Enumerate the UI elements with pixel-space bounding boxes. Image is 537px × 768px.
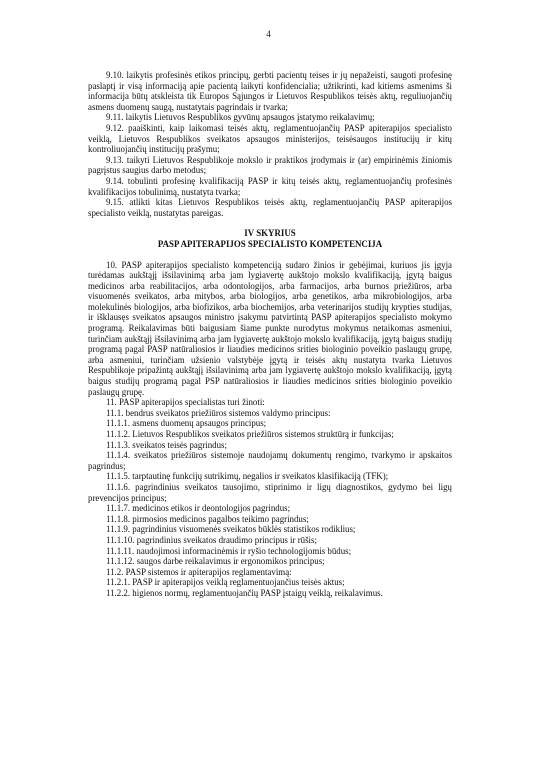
item-11-1-2: 11.1.2. Lietuvos Respublikos sveikatos priežiūros sistemos struktūrą ir funkcijas; xyxy=(106,429,394,439)
page-content xyxy=(88,70,452,599)
page-number: 4 xyxy=(266,29,271,39)
item-9-13: 9.13. taikyti Lietuvos Respublikoje mokslo ir praktikos įrodymais ir (ar) empirinėmis žiniomis pagrįstus saugius darbo metodus; xyxy=(88,154,452,176)
item-11-1-12: 11.1.12. saugos darbe reikalavimus ir ergonomikos principus; xyxy=(106,556,325,567)
item-11-2-2: 11.2.2. higienos normų, reglamentuojančių PASP įstaigų veiklą, reikalavimus. xyxy=(106,587,383,598)
item-11-1: 11.1. bendrus sveikatos priežiūros sistemos valdymo principus: xyxy=(106,407,331,418)
chapter-number: IV SKYRIUS xyxy=(244,228,296,239)
item-9-15: 9.15. atlikti kitas Lietuvos Respublikos teisės aktų, reglamentuojančių PASP apiterapijos specialisto veiklą, nustatytas pareigas. xyxy=(88,197,452,218)
item-11-1-4: 11.1.4. sveikatos priežiūros sistemoje naudojamų dokumentų rengimo, tvarkymo ir apskaitos pagrindus; xyxy=(88,450,452,471)
item-9-12: 9.12. paaiškinti, kaip laikomasi teisės aktų, reglamentuojančių PASP apiterapijos specialisto veiklą, Lietuvos Respublikos sveikatos apsaugos ministerijos, teisėsaugos institucijų ir kitų kontroliuojančių institucijų prašymu; xyxy=(88,122,452,155)
item-11-1-1: 11.1.1. asmens duomenų apsaugos principus; xyxy=(106,418,267,429)
item-11-1-10: 11.1.10. pagrindinius sveikatos draudimo principus ir rūšis; xyxy=(106,534,317,545)
item-11-1-7: 11.1.7. medicinos etikos ir deontologijos pagrindus; xyxy=(106,503,291,514)
item-11-1-9: 11.1.9. pagrindinius visuomenės sveikatos būklės statistikos rodiklius; xyxy=(106,524,356,535)
item-11-1-3: 11.1.3. sveikatos teisės pagrindus; xyxy=(106,439,227,450)
item-9-11: 9.11. laikytis Lietuvos Respublikos gyvūnų apsaugos įstatymo reikalavimų; xyxy=(106,112,375,123)
item-11-1-5: 11.1.5. tarptautinę funkcijų sutrikimų, negalios ir sveikatos klasifikaciją (TFK); xyxy=(106,471,389,482)
chapter-title: PASP APITERAPIJOS SPECIALISTO KOMPETENCIJA xyxy=(157,238,383,249)
item-11: 11. PASP apiterapijos specialistas turi žinoti: xyxy=(106,397,265,408)
spacer xyxy=(88,218,452,228)
item-9-10: 9.10. laikytis profesinės etikos principų, gerbti pacientų teises ir jų nepažeisti, saugoti profesinę paslaptį ir visą informaciją apie pacientą laikyti konfidencialia; užtikrinti, kad kitiems asmenims ši informacija būtų atskleista tik Europos Sąjungos ir Lietuvos Respublikos teisės aktų, reguliuojančių asmens duomenų saugą, nustatytais pagrindais ir tvarka; xyxy=(88,70,452,112)
item-9-14: 9.14. tobulinti profesinę kvalifikaciją PASP ir kitų teisės aktų, reglamentuojančių profesinės kvalifikacijos tobulinimą, nustatyta tvarka; xyxy=(88,175,452,197)
item-11-1-8: 11.1.8. pirmosios medicinos pagalbos teikimo pagrindus; xyxy=(106,513,309,524)
item-11-2: 11.2. PASP sistemos ir apiterapijos reglamentavimą: xyxy=(106,566,292,577)
item-11-1-6: 11.1.6. pagrindinius sveikatos tausojimo, stiprinimo ir ligų diagnostikos, gydymo bei ligų prevencijos principus; xyxy=(88,481,452,503)
spacer xyxy=(88,250,452,260)
item-11-1-11: 11.1.11. naudojimosi informacinėmis ir ryšio technologijomis būdus; xyxy=(106,545,352,556)
paragraph-10: 10. PASP apiterapijos specialisto kompetenciją sudaro žinios ir gebėjimai, kuriuos jis įgyja turėdamas aukštąjį išsilavinimą arba jam lygiavertę aukštojo mokslo kvalifikaciją, įgytą baigus medicinos arba reabilitacijos, arba odontologijos, arba farmacijos, arba burnos priežiūros, arba visuomenės sveikatos, arba mitybos, arba biologijos, arba genetikos, arba mikrobiologijos, arba molekulinės biologijos, arba biofizikos, arba biochemijos, arba veterinarijos studijų krypties studijas, ir išklausęs sveikatos apsaugos ministro įsakymu patvirtintą PASP apiterapijos specialisto mokymo programą. Reikalavimas būti baigusiam šiame punkte nurodytus mokymus netaikomas asmeniui, turinčiam aukštąjį išsilavinimą arba jam lygiavertę aukštojo mokslo kvalifikaciją, įgytą baigus studijų programą pagal PASP natūraliosios ir liaudies medicinos srities biologinio poveikio paslaugų grupę, arba asmeniui, turinčiam užsienio valstybėje įgytą ir teisės aktų nustatyta tvarka Lietuvos Respublikoje pripažintą aukštąjį išsilavinimą arba jam lygiavertę aukštojo mokslo kvalifikaciją, įgytą baigus studijų programą pagal PSP natūraliosios ir liaudies medicinos srities biologinio poveikio paslaugų grupę. xyxy=(88,259,452,397)
item-11-2-1: 11.2.1. PASP ir apiterapijos veiklą reglamentuojančius teisės aktus; xyxy=(106,577,345,588)
